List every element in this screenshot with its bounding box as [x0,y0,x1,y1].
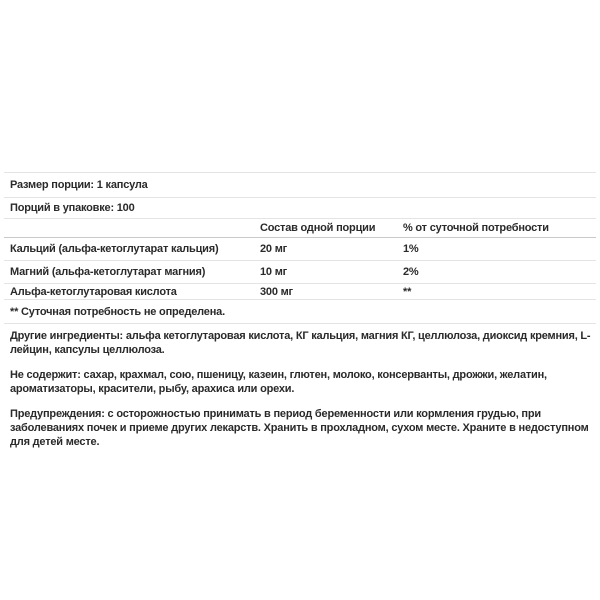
ingredient-daily-value: 1% [403,243,419,255]
does-not-contain-paragraph: Не содержит: сахар, крахмал, сою, пшеницу, казеин, глютен, молоко, консерванты, дрожжи, желатин, ароматизаторы, красители, рыбу, арахиса или орехи. [10,369,547,395]
daily-value-column-header: % от суточной потребности [403,222,549,234]
ingredient-name: Кальций (альфа-кетоглутарат кальция) [10,243,219,255]
serving-size-row [4,173,596,198]
ingredient-amount: 20 мг [260,243,288,255]
serving-size-text: Размер порции: 1 капсула [10,179,148,191]
servings-per-container-text: Порций в упаковке: 100 [10,202,135,214]
table-header-row [4,219,596,238]
ingredient-amount: 10 мг [260,266,288,278]
footnote-row [4,300,596,324]
ingredient-name: Магний (альфа-кетоглутарат магния) [10,266,206,278]
footnote-text: ** Суточная потребность не определена. [10,305,225,318]
ingredient-daily-value: 2% [403,266,419,278]
ingredient-daily-value: ** [403,285,412,298]
table-row [4,238,596,261]
other-ingredients-paragraph: Другие ингредиенты: альфа кетоглутаровая кислота, КГ кальция, магния КГ, целлюлоза, диоксид кремния, L-лейцин, капсулы целлюлоза. [10,330,591,356]
amount-column-header: Состав одной порции [260,222,376,234]
supplement-facts-panel [4,172,596,324]
table-row [4,261,596,284]
label-text-sections [10,329,592,460]
ingredient-amount: 300 мг [260,285,293,298]
ingredient-name: Альфа-кетоглутаровая кислота [10,285,177,298]
servings-per-container-row [4,198,596,219]
table-row [4,284,596,300]
warnings-paragraph: Предупреждения: с осторожностью принимать в период беременности или кормления грудью, при заболеваниях почек и приеме других лекарств. Хранить в прохладном, сухом месте. Храните в недоступном для детей месте. [10,408,589,448]
